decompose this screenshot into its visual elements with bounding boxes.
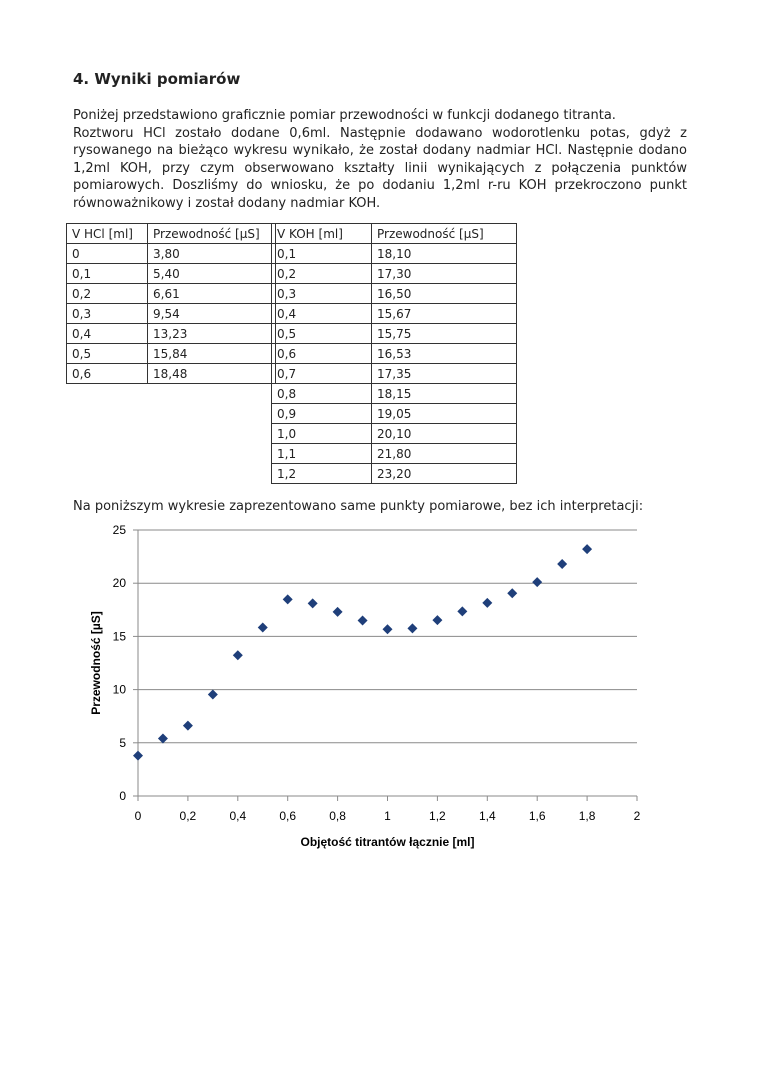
data-point [183, 721, 193, 731]
table-cell: 0,1 [67, 264, 148, 284]
y-tick-label: 10 [112, 682, 126, 697]
paragraph-line: rysowanego na bieżąco wykresu wynikało, że został dodany nadmiar HCl. Następnie dodano [73, 143, 687, 158]
table-cell: 1,1 [272, 444, 372, 464]
table-cell: 0,7 [272, 364, 372, 384]
x-tick-label: 1,6 [528, 809, 546, 823]
table-row [67, 284, 276, 304]
table-row [272, 324, 517, 344]
table-row [272, 244, 517, 264]
table-cell: 0,3 [67, 304, 148, 324]
table-cell: 9,54 [148, 304, 276, 324]
data-point [507, 588, 517, 598]
koh-table [271, 223, 517, 484]
table-cell: 23,20 [372, 464, 517, 484]
table-row [67, 324, 276, 344]
chart-caption: Na poniższym wykresie zaprezentowano same punkty pomiarowe, bez ich interpretacji: [73, 499, 644, 514]
chart-axes [133, 530, 637, 801]
table-row [272, 444, 517, 464]
data-point [208, 689, 218, 699]
table-row [272, 304, 517, 324]
table-cell: 0,1 [272, 244, 372, 264]
paragraph-line: Roztworu HCl zostało dodane 0,6ml. Następnie dodawano wodorotlenku potas, gdyż z [73, 125, 687, 141]
table-cell: 0,4 [272, 304, 372, 324]
table-row [67, 364, 276, 384]
table-row [272, 384, 517, 404]
data-point [233, 650, 243, 660]
table-cell: 0,6 [67, 364, 148, 384]
table-cell: 16,50 [372, 284, 517, 304]
table-cell: 21,80 [372, 444, 517, 464]
data-point [158, 734, 168, 744]
table-cell: 3,80 [148, 244, 276, 264]
table-cell: 17,30 [372, 264, 517, 284]
x-tick-label: 0,8 [329, 809, 346, 823]
x-tick-label: 0,4 [229, 809, 247, 823]
y-axis-label: Przewodność [µS] [89, 611, 103, 715]
data-point [258, 622, 268, 632]
table-cell: 0,3 [272, 284, 372, 304]
section-heading: 4. Wyniki pomiarów [73, 70, 241, 88]
table-cell: 15,75 [372, 324, 517, 344]
x-tick-label: 1,2 [429, 809, 446, 823]
y-tick-label: 25 [112, 523, 126, 537]
x-tick-label: 0 [134, 809, 142, 823]
table-cell: 19,05 [372, 404, 517, 424]
data-point [432, 615, 442, 625]
x-tick-label: 1,8 [578, 809, 596, 823]
paragraph-line: pomiarowych. Doszliśmy do wniosku, że po dodaniu 1,2ml r-ru KOH przekroczono punkt [73, 178, 687, 193]
data-point [133, 751, 143, 761]
table-cell: 0,9 [272, 404, 372, 424]
table-header-row [67, 224, 276, 244]
data-point [358, 615, 368, 625]
x-tick-label: 1 [384, 809, 391, 823]
table-cell: 18,10 [372, 244, 517, 264]
table-cell: 5,40 [148, 264, 276, 284]
x-tick-label: 0,2 [179, 809, 197, 823]
hcl-table [66, 223, 276, 384]
data-point [557, 559, 567, 569]
table-cell: 17,35 [372, 364, 517, 384]
table-cell: 16,53 [372, 344, 517, 364]
x-tick-label: 0,6 [279, 809, 297, 823]
table-cell: 0,4 [67, 324, 148, 344]
y-tick-label: 5 [119, 735, 126, 750]
conductivity-scatter-chart [60, 515, 660, 860]
column-header: Przewodność [µS] [148, 224, 276, 244]
data-point [407, 623, 417, 633]
table-row [272, 404, 517, 424]
x-axis-label: Objętość titrantów łącznie [ml] [300, 835, 475, 849]
data-point [283, 594, 293, 604]
table-row [67, 344, 276, 364]
table-row [272, 364, 517, 384]
data-point [532, 577, 542, 587]
column-header: V KOH [ml] [272, 224, 372, 244]
y-tick-label: 20 [112, 576, 126, 591]
data-point [582, 544, 592, 554]
paragraph-line: równoważnikowy i został dodany nadmiar KOH. [73, 195, 381, 211]
table-cell: 0,6 [272, 344, 372, 364]
y-tick-label: 15 [112, 629, 126, 644]
x-tick-label: 1,4 [478, 809, 496, 823]
description-paragraph [73, 107, 687, 212]
table-cell: 0,8 [272, 384, 372, 404]
column-header: V HCl [ml] [67, 224, 148, 244]
table-row [272, 464, 517, 484]
data-point [308, 598, 318, 608]
column-header: Przewodność [µS] [372, 224, 517, 244]
table-cell: 1,2 [272, 464, 372, 484]
data-point [333, 607, 343, 617]
table-cell: 13,23 [148, 324, 276, 344]
table-cell: 18,48 [148, 364, 276, 384]
y-tick-label: 0 [119, 789, 126, 803]
paragraph-line: 1,2ml KOH, przy czym obserwowano kształty linii wynikających z połączenia punktów [73, 160, 687, 176]
data-point [482, 598, 492, 608]
data-point [457, 606, 467, 616]
table-cell: 0,2 [67, 284, 148, 304]
table-cell: 0 [67, 244, 148, 264]
paragraph-line: Poniżej przedstawiono graficznie pomiar przewodności w funkcji dodanego titranta. [73, 108, 616, 123]
table-row [67, 244, 276, 264]
table-cell: 0,2 [272, 264, 372, 284]
table-cell: 6,61 [148, 284, 276, 304]
table-cell: 0,5 [272, 324, 372, 344]
table-cell: 0,5 [67, 344, 148, 364]
data-point [383, 624, 393, 634]
table-cell: 20,10 [372, 424, 517, 444]
x-tick-label: 2 [633, 809, 641, 823]
table-row [272, 424, 517, 444]
table-row [272, 264, 517, 284]
table-header-row [272, 224, 517, 244]
table-cell: 18,15 [372, 384, 517, 404]
table-cell: 1,0 [272, 424, 372, 444]
table-row [272, 344, 517, 364]
table-row [67, 304, 276, 324]
table-row [272, 284, 517, 304]
table-cell: 15,84 [148, 344, 276, 364]
table-cell: 15,67 [372, 304, 517, 324]
data-points [133, 544, 592, 760]
table-row [67, 264, 276, 284]
